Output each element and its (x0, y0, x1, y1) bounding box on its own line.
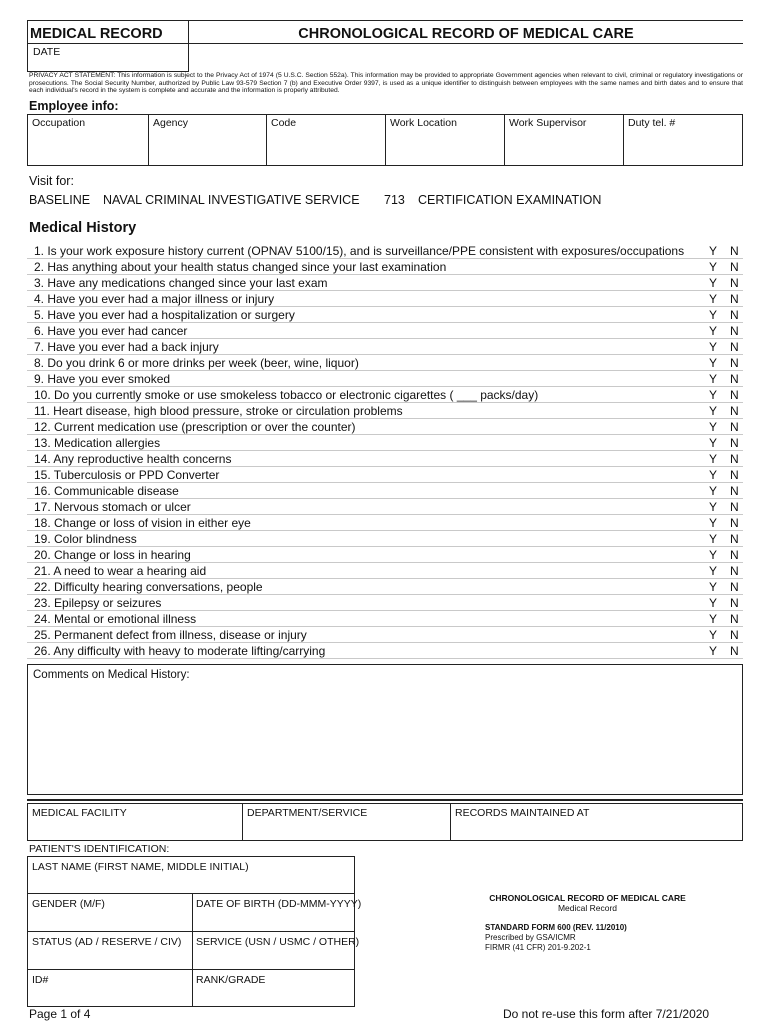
field-agency-label: Agency (153, 117, 189, 129)
list-item (27, 483, 743, 499)
visit-type: BASELINE (29, 193, 91, 207)
list-item (27, 307, 743, 323)
visit-agency: NAVAL CRIMINAL INVESTIGATIVE SERVICE (103, 193, 360, 207)
list-item (27, 547, 743, 563)
field-rank[interactable] (193, 970, 354, 1006)
answer-no[interactable]: N (730, 596, 739, 610)
question-text: 5. Have you ever had a hospitalization or surgery (34, 308, 295, 322)
list-item (27, 403, 743, 419)
list-item (27, 611, 743, 627)
field-duty-tel-label: Duty tel. # (628, 117, 676, 129)
answer-no[interactable]: N (730, 500, 739, 514)
field-dob-label: DATE OF BIRTH (DD-MMM-YYYY) (196, 898, 362, 910)
answer-yes[interactable]: Y (709, 420, 718, 434)
answer-yes[interactable]: Y (709, 260, 718, 274)
answer-yes[interactable]: Y (709, 644, 718, 658)
list-item (27, 595, 743, 611)
question-text: 25. Permanent defect from illness, disease or injury (34, 628, 307, 642)
facility-table (27, 803, 743, 841)
question-text: 21. A need to wear a hearing aid (34, 564, 207, 578)
patient-id-table (27, 856, 362, 1007)
comments-label: Comments on Medical History: (33, 669, 190, 681)
form-firmr: FIRMR (41 CFR) 201-9.202-1 (485, 943, 591, 952)
answer-yes[interactable]: Y (709, 548, 718, 562)
field-code[interactable] (267, 115, 386, 165)
list-item (27, 291, 743, 307)
answer-yes[interactable]: Y (709, 580, 718, 594)
list-item (27, 531, 743, 547)
form-info-block (455, 893, 720, 953)
answer-no[interactable]: N (730, 420, 739, 434)
question-text: 20. Change or loss in hearing (34, 548, 191, 562)
field-dob[interactable] (193, 894, 362, 932)
answer-no[interactable]: N (730, 548, 739, 562)
answer-no[interactable]: N (730, 468, 739, 482)
header-left-title: MEDICAL RECORD (30, 26, 163, 42)
answer-no[interactable]: N (730, 532, 739, 546)
visit-exam: CERTIFICATION EXAMINATION (418, 193, 602, 207)
field-service-label: SERVICE (USN / USMC / OTHER) (196, 936, 360, 948)
field-occupation[interactable] (28, 115, 149, 165)
answer-no[interactable]: N (730, 484, 739, 498)
medical-history-heading: Medical History (29, 220, 137, 236)
patient-id-heading: PATIENT'S IDENTIFICATION: (29, 843, 170, 855)
list-item (27, 387, 743, 403)
answer-yes[interactable]: Y (709, 276, 718, 290)
date-field-label[interactable]: DATE (33, 46, 61, 58)
answer-no[interactable]: N (730, 372, 739, 386)
answer-yes[interactable]: Y (709, 500, 718, 514)
form-info-subtitle: Medical Record (557, 903, 618, 913)
question-text: 24. Mental or emotional illness (34, 612, 197, 626)
question-text: 7. Have you ever had a back injury (34, 340, 219, 354)
list-item (27, 275, 743, 291)
question-text: 26. Any difficulty with heavy to moderate lifting/carrying (34, 644, 326, 658)
answer-no[interactable]: N (730, 436, 739, 450)
list-item (27, 643, 743, 659)
list-item (27, 323, 743, 339)
field-id[interactable] (28, 970, 193, 1006)
answer-no[interactable]: N (730, 628, 739, 642)
question-text: 11. Heart disease, high blood pressure, stroke or circulation problems (34, 404, 403, 418)
answer-no[interactable]: N (730, 324, 739, 338)
privacy-statement: PRIVACY ACT STATEMENT: This information is subject to the Privacy Act of 1974 (5 U.S.C. Section 552a). This information may be provided to appropriate Government agencies when relevant to civil, criminal or regulatory investigations or prosecutions. The Social Security Number, authorized by Public Law 93-579 Section 7 (b) and Executive Order 9397, is used as a unique identifier to distinguish between employees with the same names and birth dates and to ensure that each individual's record in the system is complete and accurate and the information is properly attributed. (29, 72, 743, 95)
question-text: 15. Tuberculosis or PPD Converter (34, 468, 220, 482)
answer-yes[interactable]: Y (709, 628, 718, 642)
list-item (27, 579, 743, 595)
answer-no[interactable]: N (730, 356, 739, 370)
field-work-location-label: Work Location (390, 117, 457, 129)
list-item (27, 371, 743, 387)
field-code-label: Code (271, 117, 297, 129)
list-item (27, 435, 743, 451)
header-right-title: CHRONOLOGICAL RECORD OF MEDICAL CARE (298, 26, 634, 42)
field-gender[interactable] (28, 894, 193, 932)
answer-yes[interactable]: Y (709, 612, 718, 626)
question-text: 1. Is your work exposure history current (OPNAV 5100/15), and is surveillance/PPE consistent with exposures/occupations (34, 244, 685, 258)
question-text: 13. Medication allergies (34, 436, 161, 450)
answer-no[interactable]: N (730, 308, 739, 322)
field-status[interactable] (28, 932, 193, 970)
field-department-label: DEPARTMENT/SERVICE (247, 807, 368, 819)
page-number: Page 1 of 4 (29, 1007, 91, 1021)
answer-yes[interactable]: Y (709, 436, 718, 450)
answer-yes[interactable]: Y (709, 372, 718, 386)
answer-no[interactable]: N (730, 388, 739, 402)
answer-no[interactable]: N (730, 580, 739, 594)
question-text: 4. Have you ever had a major illness or injury (34, 292, 275, 306)
visit-code: 713 (384, 193, 405, 207)
question-text: 8. Do you drink 6 or more drinks per week (beer, wine, liquor) (34, 356, 359, 370)
medical-history-list (0, 243, 770, 659)
answer-yes[interactable]: Y (709, 308, 718, 322)
question-text: 6. Have you ever had cancer (34, 324, 188, 338)
list-item (27, 563, 743, 579)
answer-yes[interactable]: Y (709, 324, 718, 338)
answer-yes[interactable]: Y (709, 388, 718, 402)
answer-yes[interactable]: Y (709, 292, 718, 306)
answer-no[interactable]: N (730, 244, 739, 258)
answer-yes[interactable]: Y (709, 452, 718, 466)
answer-no[interactable]: N (730, 516, 739, 530)
answer-yes[interactable]: Y (709, 484, 718, 498)
question-text: 12. Current medication use (prescription or over the counter) (34, 420, 356, 434)
answer-no[interactable]: N (730, 612, 739, 626)
field-service[interactable] (193, 932, 360, 970)
field-records[interactable] (451, 804, 742, 840)
question-text: 10. Do you currently smoke or use smokeless tobacco or electronic cigarettes ( ___ packs/day) (34, 388, 539, 402)
field-work-supervisor-label: Work Supervisor (509, 117, 587, 129)
answer-no[interactable]: N (730, 260, 739, 274)
field-id-label: ID# (32, 974, 49, 986)
reuse-notice: Do not re-use this form after 7/21/2020 (503, 1007, 710, 1021)
question-text: 17. Nervous stomach or ulcer (34, 500, 191, 514)
field-duty-tel[interactable] (624, 115, 742, 165)
list-item (27, 355, 743, 371)
answer-yes[interactable]: Y (709, 340, 718, 354)
form-prescribed: Prescribed by GSA/ICMR (485, 933, 576, 942)
answer-no[interactable]: N (730, 292, 739, 306)
answer-yes[interactable]: Y (709, 244, 718, 258)
employee-info-heading: Employee info: (29, 99, 119, 113)
field-medical-facility-label: MEDICAL FACILITY (32, 807, 127, 819)
form-info-title: CHRONOLOGICAL RECORD OF MEDICAL CARE (489, 893, 686, 903)
answer-no[interactable]: N (730, 564, 739, 578)
field-agency[interactable] (149, 115, 267, 165)
answer-no[interactable]: N (730, 276, 739, 290)
field-records-label: RECORDS MAINTAINED AT (455, 807, 590, 819)
field-gender-label: GENDER (M/F) (32, 898, 105, 910)
answer-no[interactable]: N (730, 404, 739, 418)
form-number: STANDARD FORM 600 (REV. 11/2010) (485, 923, 627, 932)
answer-yes[interactable]: Y (709, 468, 718, 482)
field-work-supervisor[interactable] (505, 115, 624, 165)
field-department[interactable] (243, 804, 451, 840)
answer-yes[interactable]: Y (709, 356, 718, 370)
list-item (27, 499, 743, 515)
header-bottom-rule (189, 43, 743, 44)
employee-info-table (27, 114, 743, 166)
field-medical-facility[interactable] (28, 804, 243, 840)
question-text: 3. Have any medications changed since your last exam (34, 276, 328, 290)
answer-no[interactable]: N (730, 452, 739, 466)
answer-yes[interactable]: Y (709, 516, 718, 530)
question-text: 22. Difficulty hearing conversations, people (34, 580, 263, 594)
answer-yes[interactable]: Y (709, 532, 718, 546)
list-item (27, 339, 743, 355)
answer-yes[interactable]: Y (709, 596, 718, 610)
comments-box[interactable] (27, 664, 743, 795)
field-last-name[interactable] (28, 857, 354, 894)
answer-no[interactable]: N (730, 340, 739, 354)
question-text: 16. Communicable disease (34, 484, 179, 498)
list-item (27, 259, 743, 275)
answer-yes[interactable]: Y (709, 404, 718, 418)
question-text: 2. Has anything about your health status changed since your last examination (34, 260, 447, 274)
header-left-divider (27, 43, 189, 44)
list-item (27, 467, 743, 483)
field-occupation-label: Occupation (32, 117, 86, 129)
answer-yes[interactable]: Y (709, 564, 718, 578)
answer-no[interactable]: N (730, 644, 739, 658)
field-rank-label: RANK/GRADE (196, 974, 266, 986)
question-text: 18. Change or loss of vision in either eye (34, 516, 251, 530)
field-status-label: STATUS (AD / RESERVE / CIV) (32, 936, 182, 948)
question-text: 23. Epilepsy or seizures (34, 596, 162, 610)
list-item (27, 419, 743, 435)
list-item (27, 627, 743, 643)
field-work-location[interactable] (386, 115, 505, 165)
question-text: 14. Any reproductive health concerns (34, 452, 232, 466)
question-text: 19. Color blindness (34, 532, 137, 546)
visit-label: Visit for: (29, 174, 74, 188)
list-item (27, 451, 743, 467)
list-item (27, 243, 743, 259)
facility-top-rule (27, 799, 743, 801)
question-text: 9. Have you ever smoked (34, 372, 171, 386)
list-item (27, 515, 743, 531)
field-last-name-label: LAST NAME (FIRST NAME, MIDDLE INITIAL) (32, 861, 249, 873)
